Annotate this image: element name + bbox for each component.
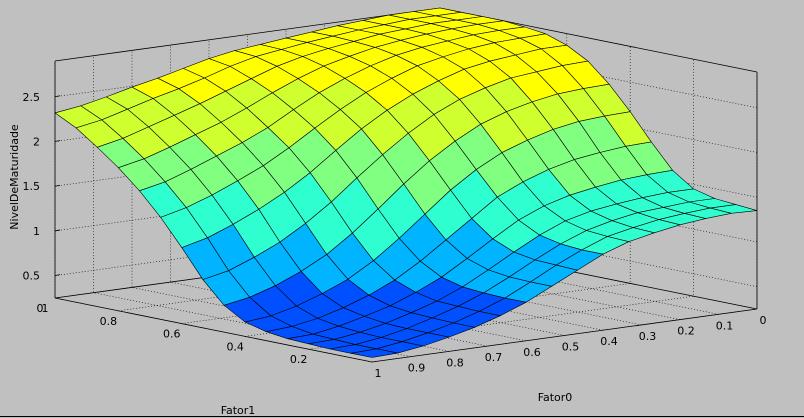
x-tick-label: 0.7 [484, 351, 503, 365]
y-axis-label: Fator1 [220, 404, 256, 417]
x-tick-label: 0.1 [715, 319, 734, 333]
z-tick-label: 2.5 [22, 90, 40, 104]
z-tick-mark [55, 96, 60, 97]
x-tick-label: 0.3 [638, 329, 657, 343]
z-axis-label: NivelDeMaturidade [8, 124, 21, 230]
z-tick-label: 0.5 [22, 269, 40, 283]
z-tick-mark [55, 185, 60, 186]
y-tick-label: 0.4 [226, 340, 244, 354]
x-axis-label: Fator0 [537, 391, 573, 404]
x-tick-label: 1 [374, 367, 382, 380]
x-tick-label: 0.9 [407, 361, 426, 375]
x-tick-label: 0.6 [523, 345, 541, 359]
y-tick-label: 1 [41, 302, 49, 315]
x-tick-label: 0.5 [561, 340, 580, 354]
x-tick-label: 0.8 [446, 356, 464, 370]
z-tick-label: 1 [33, 224, 40, 238]
z-tick-mark [55, 140, 60, 141]
z-origin-label: 0 [36, 302, 44, 315]
y-tick-label: 0.6 [163, 327, 181, 341]
y-tick-label: 0.8 [99, 314, 118, 328]
z-tick-mark [55, 275, 60, 276]
x-tick-label: 0.4 [600, 335, 618, 349]
x-tick-label: 0.2 [677, 324, 695, 338]
z-tick-label: 1.5 [22, 180, 40, 194]
z-tick-label: 2 [33, 135, 40, 149]
z-tick-mark [55, 230, 60, 231]
x-tick-label: 0 [759, 314, 767, 327]
y-tick-label: 0.2 [289, 353, 308, 367]
